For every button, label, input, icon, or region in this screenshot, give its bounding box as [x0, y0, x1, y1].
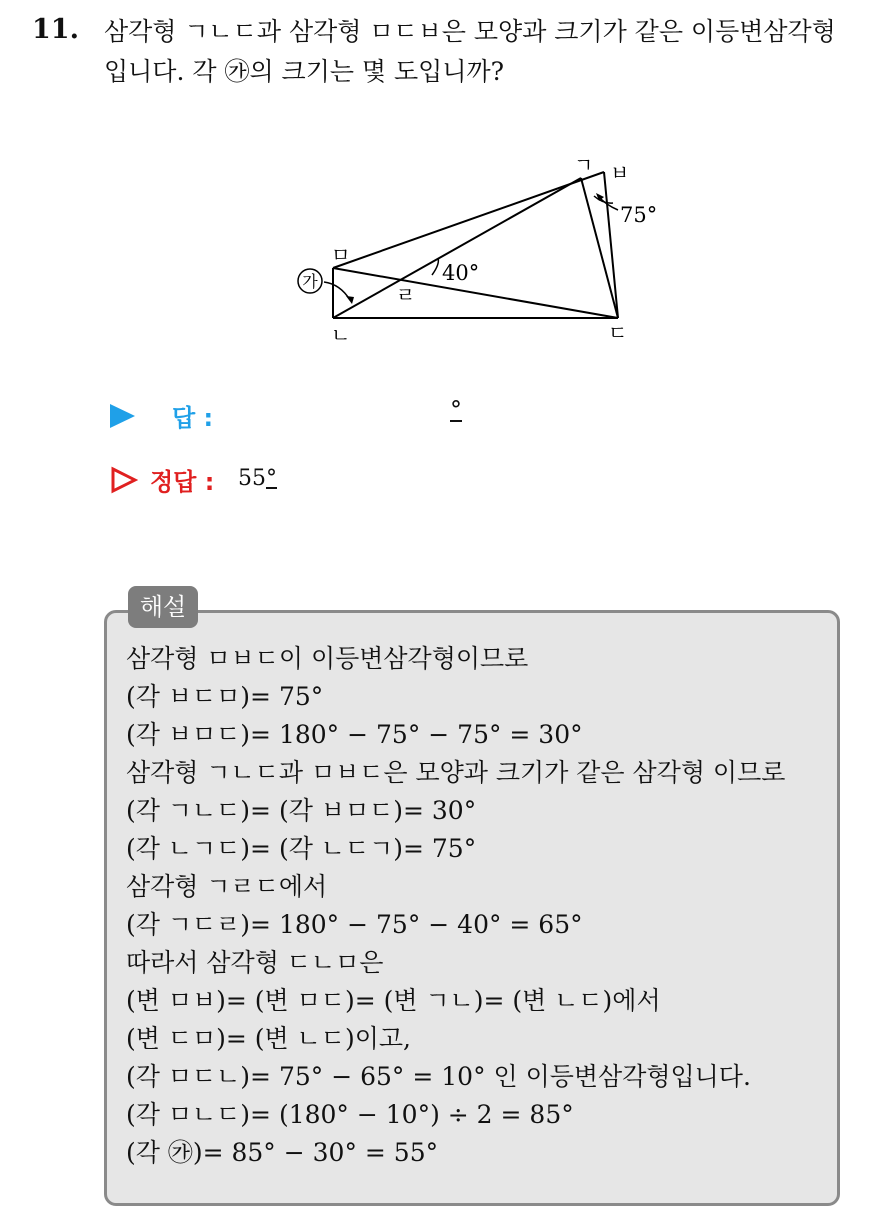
solution-line: (각 ㄱㄷㄹ)= 180° − 75° − 40° = 65° — [126, 910, 583, 939]
correct-triangle-icon — [110, 466, 138, 494]
question-line-1: 삼각형 ㄱㄴㄷ과 삼각형 ㅁㄷㅂ은 모양과 크기가 같은 이등변삼각형 — [104, 17, 836, 46]
answer-blank[interactable]: ° — [450, 396, 462, 424]
solution-line: (변 ㄷㅁ)= (변 ㄴㄷ)이고, — [126, 1024, 411, 1053]
question-number: 11. — [32, 14, 79, 45]
label-b: ㅂ — [610, 161, 630, 185]
answer-label: 답 : — [172, 404, 214, 432]
label-m: ㅁ — [331, 243, 351, 267]
solution-line: (각 ㅂㅁㄷ)= 180° − 75° − 75° = 30° — [126, 720, 583, 749]
answer-triangle-icon — [110, 404, 135, 428]
solution-line: (각 ㅁㄷㄴ)= 75° − 65° = 10° 인 이등변삼각형입니다. — [126, 1062, 751, 1091]
arrow-ga-head — [346, 296, 354, 304]
solution-line: 삼각형 ㅁㅂㄷ이 이등변삼각형이므로 — [126, 644, 529, 673]
solution-tab: 해설 — [128, 586, 198, 628]
solution-line: 삼각형 ㄱㄹㄷ에서 — [126, 872, 328, 901]
solution-line: (각 ㅁㄴㄷ)= (180° − 10°) ÷ 2 = 85° — [126, 1100, 574, 1129]
solution-line: (각 ㄴㄱㄷ)= (각 ㄴㄷㄱ)= 75° — [126, 834, 477, 863]
label-r: ㄹ — [396, 283, 416, 307]
arrow-ga — [324, 282, 350, 300]
label-angle-75: 75° — [620, 203, 658, 227]
edge-m-b — [333, 172, 604, 268]
question-text — [104, 12, 874, 92]
label-angle-40: 40° — [442, 261, 480, 285]
triangle-figure — [280, 150, 680, 350]
correct-unit: ° — [266, 466, 277, 491]
question-line-2: 입니다. 각 ㉮의 크기는 몇 도입니까? — [104, 57, 505, 86]
solution-line: (변 ㅁㅂ)= (변 ㅁㄷ)= (변 ㄱㄴ)= (변 ㄴㄷ)에서 — [126, 986, 661, 1015]
label-d: ㄷ — [608, 321, 628, 345]
correct-number: 55 — [238, 466, 266, 491]
correct-value — [238, 466, 277, 491]
correct-row — [110, 460, 530, 500]
solution-line: (각 ㄱㄴㄷ)= (각 ㅂㅁㄷ)= 30° — [126, 796, 477, 825]
label-ga: 가 — [302, 272, 318, 291]
label-n: ㄴ — [331, 323, 351, 347]
solution-line: 삼각형 ㄱㄴㄷ과 ㅁㅂㄷ은 모양과 크기가 같은 삼각형 이므로 — [126, 758, 786, 787]
answer-row — [110, 396, 530, 436]
solution-line: (각 ㅂㄷㅁ)= 75° — [126, 682, 324, 711]
edge-b-d — [604, 172, 618, 318]
label-g: ㄱ — [574, 153, 594, 177]
solution-line: 따라서 삼각형 ㄷㄴㅁ은 — [126, 948, 384, 977]
solution-lines — [126, 640, 826, 1172]
solution-line: (각 ㉮)= 85° − 30° = 55° — [126, 1138, 439, 1167]
edge-g-n — [333, 178, 581, 318]
correct-label: 정답 : — [150, 468, 215, 496]
